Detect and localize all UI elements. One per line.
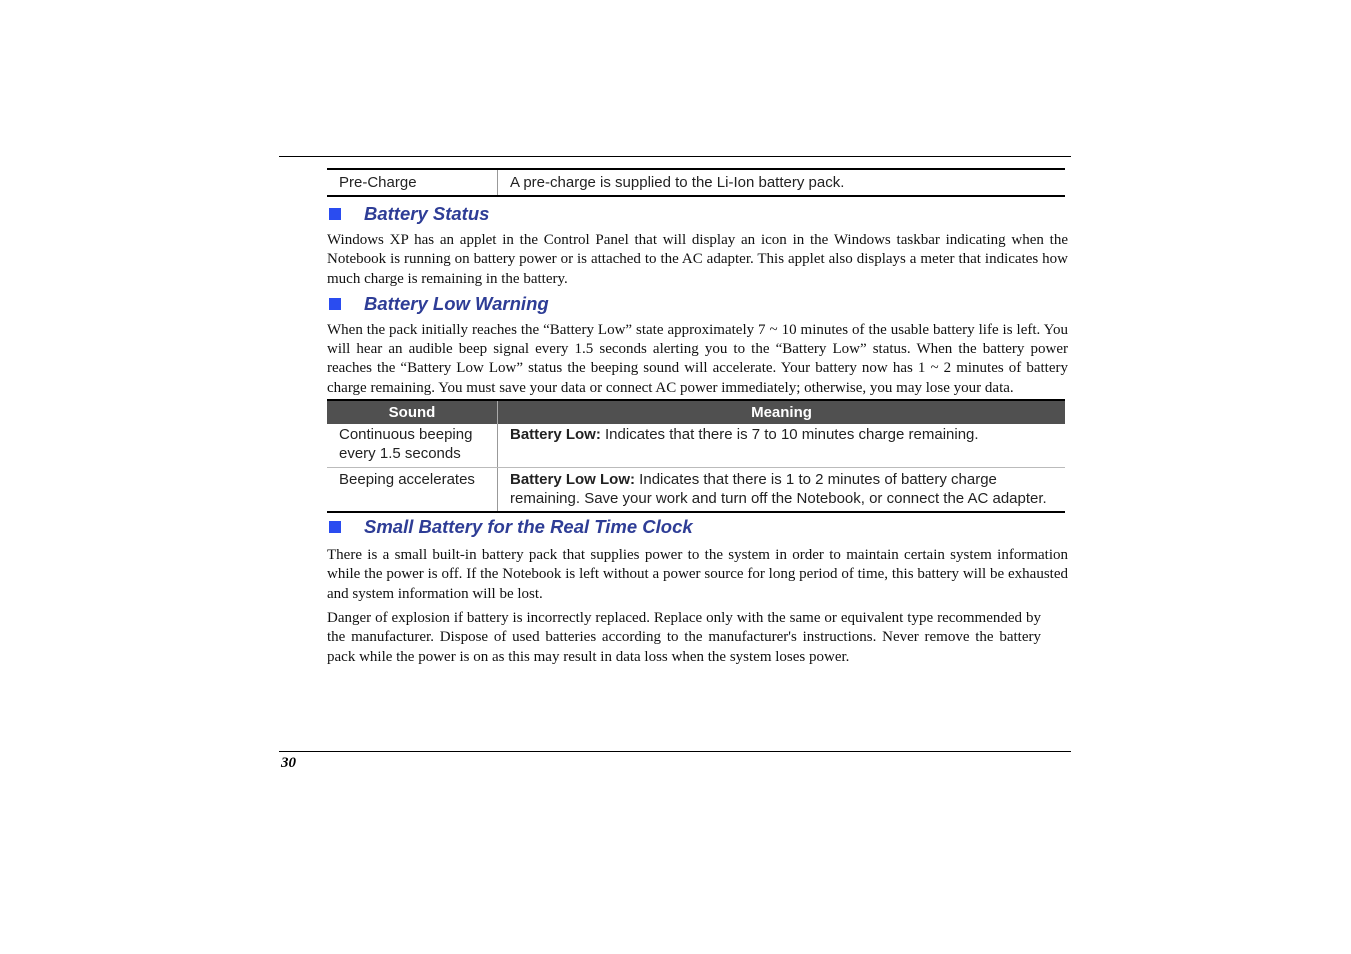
section-title: Battery Low Warning — [364, 292, 549, 314]
battery-status-paragraph: Windows XP has an applet in the Control Panel that will display an icon in the Windows taskbar indicating when the Notebook is running on battery power or is attached to the AC adapter. This applet also displays a meter that indicates how much charge is remaining in the battery. — [327, 232, 1068, 287]
table-row — [327, 169, 1065, 196]
square-bullet-icon — [329, 208, 341, 220]
meaning-label: Battery Low Low: — [510, 471, 636, 489]
small-battery-paragraph-1: There is a small built-in battery pack that supplies power to the system in order to maintain certain system information while the power is off. If the Notebook is left without a power source for long period of time, this battery will be exhausted and system information will be lost. — [327, 547, 1068, 602]
small-battery-heading — [327, 517, 1068, 537]
sound-cell: Beeping accelerates — [327, 468, 498, 513]
meaning-text: Indicates that there is 1 to 2 minutes of battery charge remaining. Save your work and turn off the Notebook, or connect the AC adapter. — [510, 471, 1047, 507]
precharge-description: A pre-charge is supplied to the Li-Ion battery pack. — [510, 174, 845, 191]
column-header-meaning: Meaning — [498, 400, 1066, 424]
table-header-row — [327, 400, 1065, 424]
sound-cell: Continuous beeping every 1.5 seconds — [327, 424, 498, 468]
square-bullet-icon — [329, 298, 341, 310]
meaning-text: Indicates that there is 7 to 10 minutes charge remaining. — [600, 426, 979, 444]
battery-status-heading — [327, 204, 1068, 224]
small-battery-paragraph-2: Danger of explosion if battery is incorrectly replaced. Replace only with the same or equivalent type recommended by the manufacturer. Dispose of used batteries according to the manufacturer's instructions. Never remove the battery pack while the power is on as this may result in data loss when the system loses power. — [327, 609, 1041, 665]
meaning-cell — [498, 468, 1066, 513]
precharge-table — [327, 168, 1065, 197]
sound-meaning-table — [327, 399, 1065, 513]
page-content — [327, 168, 1068, 667]
section-title: Small Battery for the Real Time Clock — [364, 516, 693, 538]
meaning-cell — [498, 424, 1066, 468]
table-row — [327, 468, 1065, 513]
battery-low-warning-heading — [327, 294, 1068, 314]
header-rule — [279, 156, 1071, 157]
page-number: 30 — [281, 755, 296, 771]
precharge-label: Pre-Charge — [327, 169, 498, 196]
table-row — [327, 424, 1065, 468]
section-title: Battery Status — [364, 203, 490, 224]
square-bullet-icon — [329, 521, 341, 533]
column-header-sound: Sound — [327, 400, 498, 424]
footer-rule — [279, 751, 1071, 752]
battery-low-warning-paragraph: When the pack initially reaches the “Battery Low” state approximately 7 ~ 10 minutes of the usable battery life is left. You will hear an audible beep signal every 1.5 seconds alerting you to the “Battery Low” status. When the battery power reaches the “Battery Low Low” status the beeping sound will accelerate. Your battery now has 1 ~ 2 minutes of battery charge remaining. You must save your data or connect AC power immediately; otherwise, you may lose your data. — [327, 321, 1068, 396]
meaning-label: Battery Low: — [510, 426, 601, 444]
